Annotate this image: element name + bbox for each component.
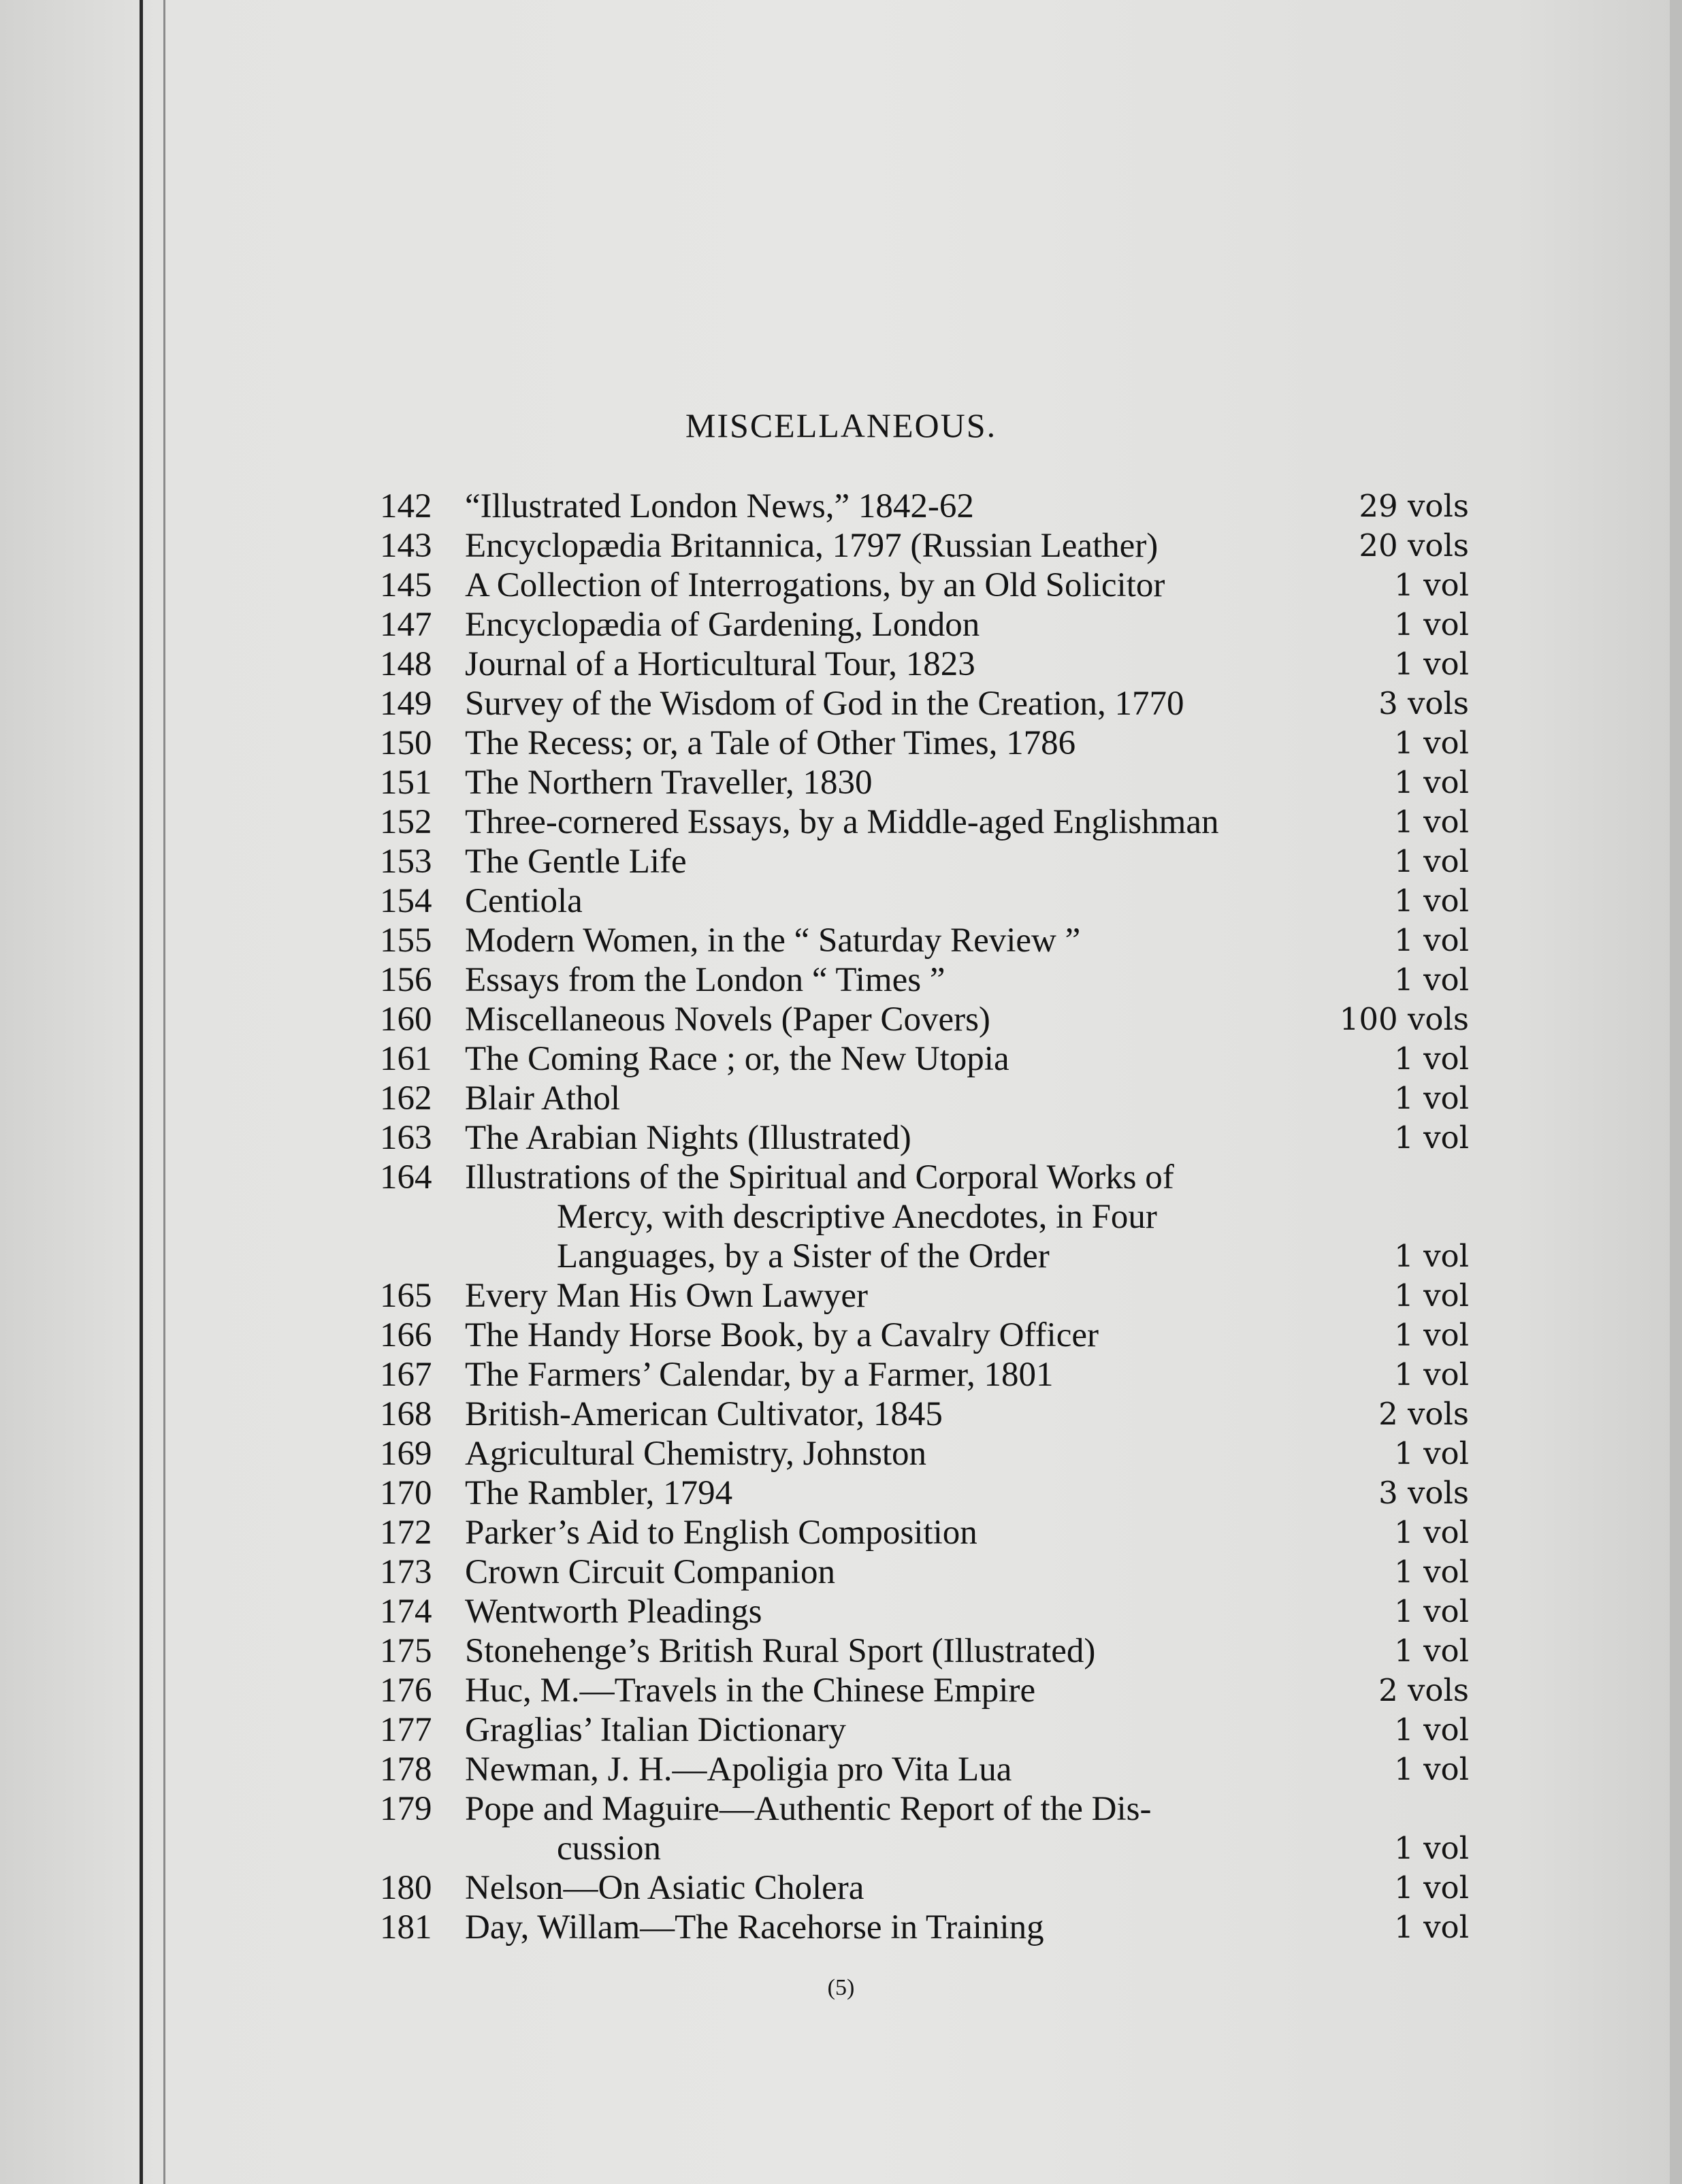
entry-title: Centiola — [465, 882, 583, 920]
entry-volumes: 3 vols — [1378, 685, 1469, 721]
entry-title: Blair Athol — [465, 1079, 621, 1118]
entry-title: “Illustrated London News,” 1842-62 — [465, 487, 974, 525]
catalogue-entry — [380, 1631, 1469, 1671]
entry-number: 150 — [380, 724, 432, 762]
catalogue-entry — [380, 1158, 1469, 1276]
entry-title: Agricultural Chemistry, Johnston — [465, 1435, 927, 1473]
entry-title-continuation: cussion — [557, 1829, 661, 1868]
entry-title-continuation: Mercy, with descriptive Anecdotes, in Four — [557, 1198, 1157, 1236]
entry-number: 175 — [380, 1632, 432, 1670]
entry-number: 169 — [380, 1435, 432, 1473]
catalogue-entry — [380, 881, 1469, 921]
entry-volumes: 1 vol — [1394, 1712, 1469, 1748]
entry-number: 165 — [380, 1277, 432, 1315]
entry-title-continuation: Languages, by a Sister of the Order — [557, 1237, 1050, 1275]
entry-title: The Northern Traveller, 1830 — [465, 764, 873, 802]
binding-edge — [140, 0, 143, 2184]
entry-volumes: 1 vol — [1394, 883, 1469, 919]
entry-volumes: 1 vol — [1394, 764, 1469, 800]
entry-volumes: 1 vol — [1394, 1514, 1469, 1550]
entry-volumes: 1 vol — [1394, 1909, 1469, 1945]
catalogue-entry — [380, 1316, 1469, 1355]
entry-title: Graglias’ Italian Dictionary — [465, 1711, 846, 1749]
entry-volumes: 2 vols — [1378, 1672, 1469, 1708]
entry-number: 152 — [380, 803, 432, 841]
entry-volumes: 1 vol — [1394, 1593, 1469, 1629]
catalogue-entry — [380, 1750, 1469, 1789]
entry-title: Pope and Maguire—Authentic Report of the Dis- — [465, 1790, 1152, 1828]
entry-volumes: 1 vol — [1394, 1317, 1469, 1353]
entry-title: Day, Willam—The Racehorse in Training — [465, 1908, 1044, 1946]
entry-volumes: 1 vol — [1394, 1120, 1469, 1156]
entry-number: 170 — [380, 1474, 432, 1512]
entry-title: Survey of the Wisdom of God in the Creation, 1770 — [465, 685, 1184, 723]
entry-title: The Farmers’ Calendar, by a Farmer, 1801 — [465, 1356, 1054, 1394]
entry-title: Miscellaneous Novels (Paper Covers) — [465, 1000, 990, 1039]
entry-title: The Coming Race ; or, the New Utopia — [465, 1040, 1009, 1078]
entry-title: The Handy Horse Book, by a Cavalry Officer — [465, 1316, 1099, 1354]
entry-number: 176 — [380, 1672, 432, 1710]
catalogue-entry — [380, 1434, 1469, 1473]
entry-number: 168 — [380, 1395, 432, 1433]
catalogue-entry — [380, 1868, 1469, 1908]
catalogue-entry — [380, 1355, 1469, 1395]
entry-title: Nelson—On Asiatic Cholera — [465, 1869, 864, 1907]
entry-title: Wentworth Pleadings — [465, 1593, 762, 1631]
catalogue-entry — [380, 1039, 1469, 1079]
entry-title: Newman, J. H.—Apoligia pro Vita Lua — [465, 1750, 1012, 1789]
catalogue-entry — [380, 763, 1469, 802]
catalogue-entry — [380, 1473, 1469, 1513]
entry-number: 174 — [380, 1593, 432, 1631]
catalogue-entry — [380, 1118, 1469, 1158]
entry-number: 142 — [380, 487, 432, 525]
page-number: (5) — [827, 1975, 855, 2000]
catalogue-entry — [380, 605, 1469, 645]
catalogue-entry — [380, 1789, 1469, 1868]
catalogue-entry — [380, 1710, 1469, 1750]
entry-number: 143 — [380, 527, 432, 565]
entry-volumes: 1 vol — [1394, 1041, 1469, 1077]
entry-volumes: 1 vol — [1394, 1830, 1469, 1866]
entry-volumes: 1 vol — [1394, 1751, 1469, 1787]
catalogue-entry — [380, 1276, 1469, 1316]
entry-title: Parker’s Aid to English Composition — [465, 1514, 977, 1552]
binding-shadow — [163, 0, 165, 2184]
entry-volumes: 2 vols — [1378, 1396, 1469, 1432]
entry-title: Modern Women, in the “ Saturday Review ” — [465, 922, 1081, 960]
entry-title: The Recess; or, a Tale of Other Times, 1786 — [465, 724, 1076, 762]
entry-volumes: 1 vol — [1394, 1356, 1469, 1392]
catalogue-entry — [380, 842, 1469, 881]
entry-number: 172 — [380, 1514, 432, 1552]
entry-volumes: 29 vols — [1359, 488, 1469, 524]
entry-volumes: 1 vol — [1394, 606, 1469, 642]
entry-title: The Arabian Nights (Illustrated) — [465, 1119, 911, 1157]
entry-number: 149 — [380, 685, 432, 723]
entry-volumes: 1 vol — [1394, 1277, 1469, 1314]
entry-number: 161 — [380, 1040, 432, 1078]
entry-volumes: 1 vol — [1394, 804, 1469, 840]
entry-title: Essays from the London “ Times ” — [465, 961, 945, 999]
entry-number: 145 — [380, 566, 432, 604]
catalogue-entry — [380, 1908, 1469, 1947]
catalogue-entry — [380, 1671, 1469, 1710]
catalogue-entry — [380, 526, 1469, 566]
entry-volumes: 1 vol — [1394, 1080, 1469, 1116]
entry-number: 163 — [380, 1119, 432, 1157]
entry-volumes: 1 vol — [1394, 1870, 1469, 1906]
entry-title: A Collection of Interrogations, by an Old Solicitor — [465, 566, 1165, 604]
catalogue-entry — [380, 960, 1469, 1000]
entry-number: 154 — [380, 882, 432, 920]
entry-number: 173 — [380, 1553, 432, 1591]
entry-number: 153 — [380, 843, 432, 881]
entry-number: 166 — [380, 1316, 432, 1354]
entry-title: Huc, M.—Travels in the Chinese Empire — [465, 1672, 1036, 1710]
page-edge — [1670, 0, 1682, 2184]
catalogue-entry — [380, 566, 1469, 605]
entry-title: The Gentle Life — [465, 843, 687, 881]
catalogue-entry — [380, 1592, 1469, 1631]
entry-volumes: 1 vol — [1394, 962, 1469, 998]
entry-title: Every Man His Own Lawyer — [465, 1277, 869, 1315]
entry-number: 151 — [380, 764, 432, 802]
entry-volumes: 1 vol — [1394, 1633, 1469, 1669]
entry-title: Encyclopædia Britannica, 1797 (Russian Leather) — [465, 527, 1159, 565]
entry-volumes: 3 vols — [1378, 1475, 1469, 1511]
entry-number: 147 — [380, 606, 432, 644]
entry-title: Crown Circuit Companion — [465, 1553, 835, 1591]
catalogue-entry — [380, 645, 1469, 684]
entry-volumes: 1 vol — [1394, 646, 1469, 682]
entry-number: 164 — [380, 1158, 432, 1196]
entry-title: The Rambler, 1794 — [465, 1474, 733, 1512]
catalogue-entry — [380, 1395, 1469, 1434]
catalogue-list — [380, 487, 1469, 1947]
catalogue-entry — [380, 1552, 1469, 1592]
catalogue-entry — [380, 1079, 1469, 1118]
entry-volumes: 1 vol — [1394, 843, 1469, 879]
entry-title: Journal of a Horticultural Tour, 1823 — [465, 645, 975, 683]
entry-number: 155 — [380, 922, 432, 960]
catalogue-entry — [380, 684, 1469, 723]
entry-volumes: 1 vol — [1394, 1554, 1469, 1590]
section-heading: MISCELLANEOUS. — [685, 406, 997, 444]
entry-number: 167 — [380, 1356, 432, 1394]
catalogue-entry — [380, 723, 1469, 763]
catalogue-entry — [380, 921, 1469, 960]
entry-volumes: 1 vol — [1394, 567, 1469, 603]
entry-volumes: 1 vol — [1394, 1238, 1469, 1274]
entry-volumes: 100 vols — [1339, 1001, 1469, 1037]
entry-volumes: 1 vol — [1394, 1435, 1469, 1471]
catalogue-entry — [380, 1000, 1469, 1039]
entry-volumes: 20 vols — [1359, 527, 1469, 564]
catalogue-entry — [380, 802, 1469, 842]
entry-number: 180 — [380, 1869, 432, 1907]
catalogue-entry — [380, 487, 1469, 526]
entry-number: 160 — [380, 1000, 432, 1039]
entry-number: 156 — [380, 961, 432, 999]
entry-number: 179 — [380, 1790, 432, 1828]
entry-title: Encyclopædia of Gardening, London — [465, 606, 980, 644]
entry-number: 178 — [380, 1750, 432, 1789]
entry-number: 181 — [380, 1908, 432, 1946]
entry-number: 148 — [380, 645, 432, 683]
entry-title: British-American Cultivator, 1845 — [465, 1395, 943, 1433]
entry-volumes: 1 vol — [1394, 922, 1469, 958]
catalogue-entry — [380, 1513, 1469, 1552]
entry-number: 177 — [380, 1711, 432, 1749]
entry-title: Stonehenge’s British Rural Sport (Illustrated) — [465, 1632, 1096, 1670]
entry-number: 162 — [380, 1079, 432, 1118]
entry-title: Three-cornered Essays, by a Middle-aged Englishman — [465, 803, 1219, 841]
entry-title: Illustrations of the Spiritual and Corporal Works of — [465, 1158, 1174, 1196]
entry-volumes: 1 vol — [1394, 725, 1469, 761]
